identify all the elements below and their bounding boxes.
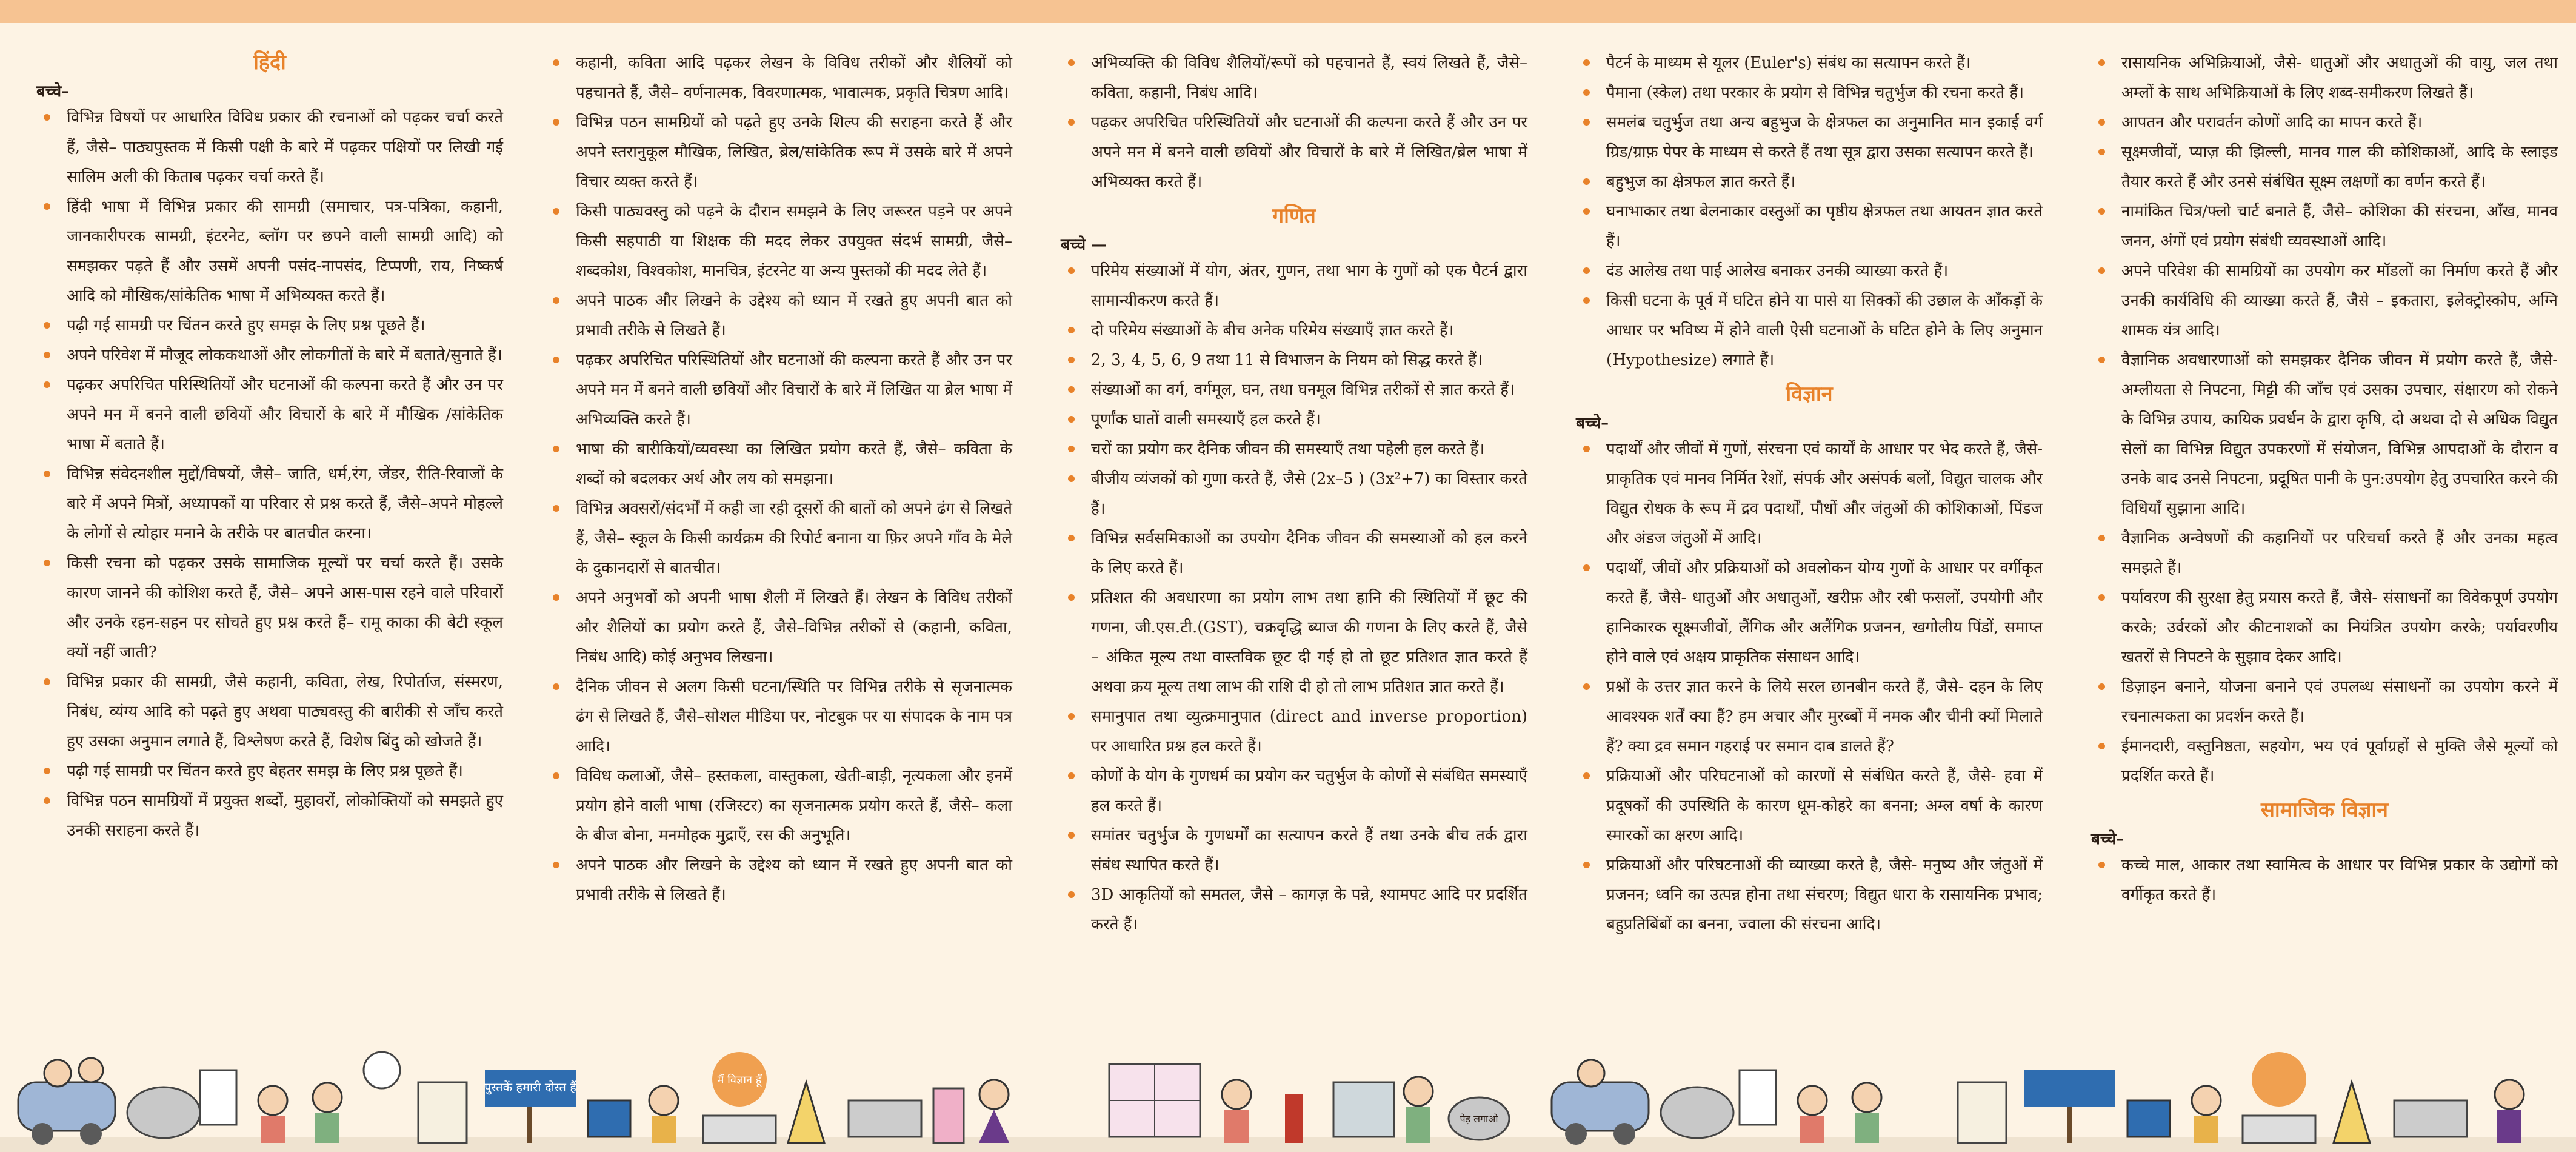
list-item: कहानी, कविता आदि पढ़कर लेखन के विविध तरीकों और शैलियों को पहचानते हैं, जैसे– वर्णनात्मक, विवरणात्मक, भावात्मक, प्रकृति चित्रण आदि। [546,49,1012,108]
list-item: संख्याओं का वर्ग, वर्गमूल, घन, तथा घनमूल विभिन्न तरीकों से ज्ञात करते हैं। [1061,375,1527,405]
list-item: नामांकित चित्र/फ्लो चार्ट बनाते हैं, जैसे– कोशिका की संरचना, आँख, मानव जनन, अंगों एवं प्रयोग संबंधी व्यवस्थाओं आदि। [2091,197,2558,256]
hindi-heading: हिंदी [253,50,286,75]
list-item: किसी रचना को पढ़कर उसके सामाजिक मूल्यों पर चर्चा करते हैं। उसके कारण जानने की कोशिश करते हैं, जैसे– अपने आस-पास रहने वाले परिवारों और उनके रहन-सहन पर सोचते हुए प्रश्न करते हैं– रामू काका की बेटी स्कूल क्यों नहीं जाती? [36,549,503,668]
sign-science: मैं विज्ञान हूँ [717,1074,762,1087]
list-item: किसी घटना के पूर्व में घटित होने या पासे या सिक्कों की उछाल के आँकड़ों के आधार पर भविष्य में होने वाली ऐसी घटनाओं के घटित होने के लिए अनुमान (Hypothesize) लगाते हैं। [1576,286,2043,375]
list-item: हिंदी भाषा में विभिन्न प्रकार की सामग्री (समाचार, पत्र-पत्रिका, कहानी, जानकारीपरक सामग्री, इंटरनेट, ब्लॉग पर छपने वाली सामग्री आदि) को समझकर पढ़ते हैं और उसमें अपनी पसंद-नापसंद, टिप्पणी, राय, निष्कर्ष आदि को मौखिक/सांकेतिक भाषा में अभिव्यक्त करते हैं। [36,192,503,311]
list-item: पूर्णांक घातों वाली समस्याएँ हल करते हैं। [1061,405,1527,435]
list-item: पैमाना (स्केल) तथा परकार के प्रयोग से विभिन्न चतुर्भुज की रचना करते हैं। [1576,78,2043,108]
list-item: परिमेय संख्याओं में योग, अंतर, गुणन, तथा भाग के गुणों को एक पैटर्न द्वारा सामान्यीकरण करते हैं। [1061,256,1527,316]
hindi-intro: बच्चे– [36,82,70,101]
footer-doodle-group-1 [18,1052,921,1145]
list-item: भाषा की बारीकियों/व्यवस्था का लिखित प्रयोग करते हैं, जैसे– कविता के शब्दों को बदलकर अर्थ और लय को समझना। [546,435,1012,494]
list-item: विभिन्न विषयों पर आधारित विविध प्रकार की रचनाओं को पढ़कर चर्चा करते हैं, जैसे– पाठ्यपुस्तक में किसी पक्षी के बारे में पढ़कर पक्षियों पर लिखी गई सालिम अली की किताब पढ़कर चर्चा करते हैं। [36,103,503,192]
column-3 [1061,49,1527,940]
science-intro: बच्चे– [1576,414,1609,432]
hindi-list-cont-2 [1061,49,1527,197]
hindi-list [36,103,503,846]
list-item: विविध कलाओं, जैसे– हस्तकला, वास्तुकला, खेती-बाड़ी, नृत्यकला और इनमें प्रयोग होने वाली भाषा (रजिस्टर) का सृजनात्मक प्रयोग करते हैं, जैसे– कला के बीज बोना, मनमोहक मुद्राएँ, रस की अनुभूति। [546,762,1012,851]
list-item: समांतर चतुर्भुज के गुणधर्मों का सत्यापन करते हैं तथा उनके बीच तर्क द्वारा संबंध स्थापित करते हैं। [1061,821,1527,880]
list-item: वैज्ञानिक अन्वेषणों की कहानियों पर परिचर्चा करते हैं और उनका महत्व समझते हैं। [2091,524,2558,583]
top-color-band [0,0,2576,23]
list-item: पढ़कर अपरिचित परिस्थितियों और घटनाओं की कल्पना करते हैं और उन पर अपने मन में बनने वाली छवियों और विचारों के बारे में लिखित या ब्रेल भाषा में अभिव्यक्ति करते हैं। [546,346,1012,435]
list-item: पढ़ी गई सामग्री पर चिंतन करते हुए समझ के लिए प्रश्न पूछते हैं। [36,311,503,341]
column-2 [546,49,1012,910]
list-item: पदार्थों, जीवों और प्रक्रियाओं को अवलोकन योग्य गुणों के आधार पर वर्गीकृत करते हैं, जैसे- धातुओं और अधातुओं, खरीफ़ और रबी फसलों, उपयोगी और हानिकारक सूक्ष्मजीवों, लैंगिक और अलैंगिक प्रजनन, खगोलीय पिंडों, समाप्त होने वाले एवं अक्षय प्राकृतिक संसाधन आदि। [1576,554,2043,672]
list-item: पर्यावरण की सुरक्षा हेतु प्रयास करते हैं, जैसे- संसाधनों का विवेकपूर्ण उपयोग करके; उर्वरकों और कीटनाशकों का नियंत्रित उपयोग करके; पर्यावरणीय खतरों से निपटने के सुझाव देकर आदि। [2091,583,2558,672]
footer-doodle-group-2 [933,1064,1509,1143]
list-item: पैटर्न के माध्यम से यूलर (Euler's) संबंध का सत्यापन करते हैं। [1576,49,2043,78]
list-item: कच्चे माल, आकार तथा स्वामित्व के आधार पर विभिन्न प्रकार के उद्योगों को वर्गीकृत करते हैं। [2091,851,2558,910]
list-item: प्रतिशत की अवधारणा का प्रयोग लाभ तथा हानि की स्थितियों में छूट की गणना, जी.एस.टी.(GST), चक्रवृद्धि ब्याज की गणना के लिए करते हैं, जैसे – अंकित मूल्य तथा वास्तविक छूट दी गई हो तो छूट प्रतिशत ज्ञात करते हैं अथवा क्रय मूल्य तथा लाभ की राशि दी हो तो लाभ प्रतिशत ज्ञात करते हैं। [1061,583,1527,702]
social-science-list [2091,851,2558,910]
list-item: डिज़ाइन बनाने, योजना बनाने एवं उपलब्ध संसाधनों का उपयोग करने में रचनात्मकता का प्रदर्शन करते हैं। [2091,672,2558,732]
math-heading: गणित [1272,204,1316,228]
list-item: अपने अनुभवों को अपनी भाषा शैली में लिखते हैं। लेखन के विविध तरीकों और शैलियों का प्रयोग करते हैं, जैसे–विभिन्न तरीकों से (कहानी, कविता, निबंध आदि) कोई अनुभव लिखना। [546,583,1012,672]
list-item: विभिन्न प्रकार की सामग्री, जैसे कहानी, कविता, लेख, रिपोर्ताज, संस्मरण, निबंध, व्यंग्य आदि को पढ़ते हुए अथवा पाठ्यवस्तु की बारीकी से जाँच करते हुए उसका अनुमान लगाते हैं, विश्लेषण करते हैं, विशेष बिंदु को खोजते हैं। [36,668,503,757]
science-heading: विज्ञान [1786,382,1833,406]
list-item: चरों का प्रयोग कर दैनिक जीवन की समस्याएँ तथा पहेली हल करते हैं। [1061,435,1527,464]
list-item: आपतन और परावर्तन कोणों आदि का मापन करते हैं। [2091,108,2558,138]
list-item: वैज्ञानिक अवधारणाओं को समझकर दैनिक जीवन में प्रयोग करते हैं, जैसे- अम्लीयता से निपटना, मिट्टी की जाँच एवं उसका उपचार, संक्षारण को रोकने के विभिन्न उपाय, कायिक प्रवर्धन के द्वारा कृषि, दो अथवा दो से अधिक विद्युत सेलों का विभिन्न विद्युत उपकरणों में संयोजन, विभिन्न आपदाओं के दौरान व उनके बाद उनसे निपटना, प्रदूषित पानी के पुन:उपयोग हेतु उपचारित करने की विधियाँ सुझाना आदि। [2091,346,2558,524]
math-list [1061,256,1527,940]
footer-illustration [0,1046,2576,1152]
list-item: पढ़कर अपरिचित परिस्थितियों और घटनाओं की कल्पना करते हैं और उन पर अपने मन में बनने वाली छवियों और विचारों के बारे में मौखिक /सांकेतिक भाषा में बताते हैं। [36,370,503,460]
list-item: अपने परिवेश में मौजूद लोककथाओं और लोकगीतों के बारे में बताते/सुनाते हैं। [36,341,503,370]
list-item: बहुभुज का क्षेत्रफल ज्ञात करते हैं। [1576,167,2043,197]
science-list-cont [2091,49,2558,791]
list-item: रासायनिक अभिक्रियाओं, जैसे- धातुओं और अधातुओं की वायु, जल तथा अम्लों के साथ अभिक्रियाओं के लिए शब्द-समीकरण लिखते हैं। [2091,49,2558,108]
list-item: अभिव्यक्ति की विविध शैलियों/रूपों को पहचानते हैं, स्वयं लिखते हैं, जैसे– कविता, कहानी, निबंध आदि। [1061,49,1527,108]
list-item: कोणों के योग के गुणधर्म का प्रयोग कर चतुर्भुज के कोणों से संबंधित समस्याएँ हल करते हैं। [1061,762,1527,821]
list-item: समलंब चतुर्भुज तथा अन्य बहुभुज के क्षेत्रफल का अनुमानित मान इकाई वर्ग ग्रिड/ग्राफ़ पेपर के माध्यम से करते हैं तथा सूत्र द्वारा उसका सत्यापन करते हैं। [1576,108,2043,167]
list-item: प्रक्रियाओं और परिघटनाओं की व्याख्या करते है, जैसे- मनुष्य और जंतुओं में प्रजनन; ध्वनि का उत्पन्न होना तथा संचरण; विद्युत धारा के रासायनिक प्रभाव; बहुप्रतिबिंबों का बनना, ज्वाला की संरचना आदि। [1576,851,2043,940]
list-item: अपने परिवेश की सामग्रियों का उपयोग कर मॉडलों का निर्माण करते हैं और उनकी कार्यविधि की व्याख्या करते हैं, जैसे – इकतारा, इलेक्ट्रोस्कोप, अग्नि शामक यंत्र आदि। [2091,256,2558,346]
list-item: दंड आलेख तथा पाई आलेख बनाकर उनकी व्याख्या करते हैं। [1576,256,2043,286]
list-item: दैनिक जीवन से अलग किसी घटना/स्थिति पर विभिन्न तरीके से सृजनात्मक ढंग से लिखते हैं, जैसे–सोशल मीडिया पर, नोटबुक पर या संपादक के नाम पत्र आदि। [546,672,1012,762]
list-item: सूक्ष्मजीवों, प्याज़ की झिल्ली, मानव गाल की कोशिकाओं, आदि के स्लाइड तैयार करते हैं और उनसे संबंधित सूक्ष्म लक्षणों का वर्णन करते हैं। [2091,138,2558,197]
math-list-cont [1576,49,2043,375]
sign-books: पुस्तकें हमारी दोस्त हैं [484,1080,576,1094]
science-list [1576,435,2043,940]
social-science-heading: सामाजिक विज्ञान [2260,798,2389,822]
list-item: पढ़कर अपरिचित परिस्थितियों और घटनाओं की कल्पना करते हैं और उन पर अपने मन में बनने वाली छवियों और विचारों के बारे में लिखित/ब्रेल भाषा में अभिव्यक्त करते हैं। [1061,108,1527,197]
social-science-intro: बच्चे– [2091,830,2124,848]
column-1 [36,49,503,846]
list-item: 3D आकृतियों को समतल, जैसे – कागज़ के पन्ने, श्यामपट आदि पर प्रदर्शित करते हैं। [1061,880,1527,940]
list-item: विभिन्न पठन सामग्रियों को पढ़ते हुए उनके शिल्प की सराहना करते हैं और अपने स्तरानुकूल मौखिक, लिखित, ब्रेल/सांकेतिक रूप में उसके बारे में अपने विचार व्यक्त करते हैं। [546,108,1012,197]
column-4 [1576,49,2043,940]
list-item: अपने पाठक और लिखने के उद्देश्य को ध्यान में रखते हुए अपनी बात को प्रभावी तरीके से लिखते हैं। [546,286,1012,346]
list-item: 2, 3, 4, 5, 6, 9 तथा 11 से विभाजन के नियम को सिद्ध करते हैं। [1061,346,1527,375]
list-item: अपने पाठक और लिखने के उद्देश्य को ध्यान में रखते हुए अपनी बात को प्रभावी तरीके से लिखते हैं। [546,851,1012,910]
math-intro: बच्चे — [1061,236,1107,254]
list-item: प्रश्नों के उत्तर ज्ञात करने के लिये सरल छानबीन करते हैं, जैसे- दहन के लिए आवश्यक शर्तें क्या हैं? हम अचार और मुरब्बों में नमक और चीनी क्यों मिलाते हैं? क्या द्रव समान गहराई पर समान दाब डालते हैं? [1576,672,2043,762]
list-item: विभिन्न संवेदनशील मुद्दों/विषयों, जैसे– जाति, धर्म,रंग, जेंडर, रीति-रिवाजों के बारे में अपने मित्रों, अध्यापकों या परिवार से प्रश्न करते हैं, जैसे–अपने मोहल्ले के लोगों से त्योहार मनाने के तरीके पर बातचीत करना। [36,460,503,549]
list-item: ईमानदारी, वस्तुनिष्ठता, सहयोग, भय एवं पूर्वाग्रहों से मुक्ति जैसे मूल्यों को प्रदर्शित करते हैं। [2091,732,2558,791]
footer-doodle-group-3 [1552,1052,2524,1145]
sign-plant: पेड़ लगाओ [1460,1113,1498,1125]
list-item: विभिन्न पठन सामग्रियों में प्रयुक्त शब्दों, मुहावरों, लोकोक्तियों को समझते हुए उनकी सराहना करते हैं। [36,786,503,846]
hindi-list-cont [546,49,1012,910]
list-item: घनाभाकार तथा बेलनाकार वस्तुओं का पृष्ठीय क्षेत्रफल तथा आयतन ज्ञात करते हैं। [1576,197,2043,256]
list-item: समानुपात तथा व्युत्क्रमानुपात (direct and inverse proportion) पर आधारित प्रश्न हल करते हैं। [1061,702,1527,762]
column-5 [2091,49,2558,910]
list-item: विभिन्न अवसरों/संदर्भों में कही जा रही दूसरों की बातों को अपने ढंग से लिखते हैं, जैसे– स्कूल के किसी कार्यक्रम की रिपोर्ट बनाना या फ़िर अपने गाँव के मेले के दुकानदारों से बातचीत। [546,494,1012,583]
list-item: विभिन्न सर्वसमिकाओं का उपयोग दैनिक जीवन की समस्याओं को हल करने के लिए करते हैं। [1061,524,1527,583]
list-item: किसी पाठ्यवस्तु को पढ़ने के दौरान समझने के लिए जरूरत पड़ने पर अपने किसी सहपाठी या शिक्षक की मदद लेकर उपयुक्त संदर्भ सामग्री, जैसे– शब्दकोश, विश्वकोश, मानचित्र, इंटरनेट या अन्य पुस्तकों की मदद लेते हैं। [546,197,1012,286]
list-item: बीजीय व्यंजकों को गुणा करते हैं, जैसे (2x–5 ) (3x²+7) का विस्तार करते हैं। [1061,464,1527,524]
list-item: प्रक्रियाओं और परिघटनाओं को कारणों से संबंधित करते हैं, जैसे- हवा में प्रदूषकों की उपस्थिति के कारण धूम-कोहरे का बनना; अम्ल वर्षा के कारण स्मारकों का क्षरण आदि। [1576,762,2043,851]
list-item: पदार्थों और जीवों में गुणों, संरचना एवं कार्यों के आधार पर भेद करते हैं, जैसे- प्राकृतिक एवं मानव निर्मित रेशों, संपर्क और असंपर्क बलों, विद्युत चालक और विद्युत रोधक के रूप में द्रव पदार्थों, पौधों और जंतुओं की कोशिकाओं, पिंडज और अंडज जंतुओं में आदि। [1576,435,2043,554]
list-item: दो परिमेय संख्याओं के बीच अनेक परिमेय संख्याएँ ज्ञात करते हैं। [1061,316,1527,346]
list-item: पढ़ी गई सामग्री पर चिंतन करते हुए बेहतर समझ के लिए प्रश्न पूछते हैं। [36,757,503,786]
